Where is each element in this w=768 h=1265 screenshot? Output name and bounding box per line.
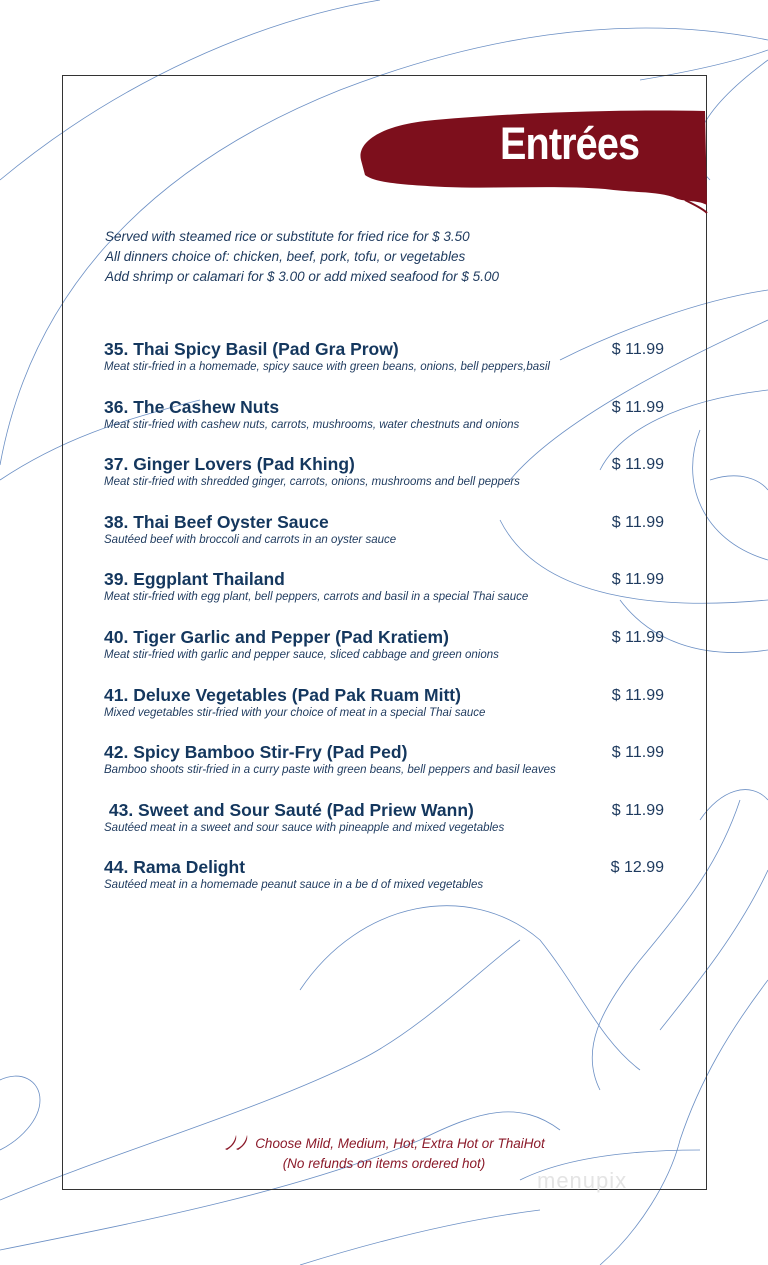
item-name: 42. Spicy Bamboo Stir-Fry (Pad Ped) [104, 742, 408, 763]
item-name: 36. The Cashew Nuts [104, 396, 280, 417]
menu-item [104, 511, 674, 569]
menu-item [104, 338, 674, 396]
item-description: Meat stir-fried in a homemade, spicy sauce with green beans, onions, bell peppers,basil [104, 361, 550, 373]
item-price: $ 11.99 [611, 456, 664, 474]
item-description: Mixed vegetables stir-fried with your choice of meat in a special Thai sauce [104, 706, 486, 719]
menu-item [104, 684, 674, 742]
refund-note: (No refunds on items ordered hot) [282, 1156, 486, 1171]
chili-pepper-icon [223, 1133, 251, 1151]
intro-line-addons: Add shrimp or calamari for $ 3.00 or add mixed seafood for $ 5.00 [105, 269, 499, 284]
item-price: $ 11.99 [611, 744, 664, 762]
item-name: 38. Thai Beef Oyster Sauce [104, 511, 329, 532]
item-description: Sautéed meat in a homemade peanut sauce in a be d of mixed vegetables [104, 879, 484, 892]
item-name: 39. Eggplant Thailand [104, 569, 285, 590]
item-name: 37. Ginger Lovers (Pad Khing) [104, 454, 355, 475]
spice-level-note: Choose Mild, Medium, Hot, Extra Hot or ThaiHot [255, 1136, 545, 1151]
menu-item [104, 799, 674, 857]
item-description: Meat stir-fried with cashew nuts, carrots, mushrooms, water chestnuts and onions [104, 418, 520, 431]
intro-line-rice: Served with steamed rice or substitute for fried rice for $ 3.50 [105, 229, 470, 244]
item-price: $ 11.99 [611, 398, 664, 416]
item-price: $ 12.99 [610, 859, 664, 877]
intro-line-protein: All dinners choice of: chicken, beef, pork, tofu, or vegetables [105, 249, 466, 264]
menu-item [104, 568, 674, 626]
menu-item [104, 741, 674, 799]
item-description: Sautéed beef with broccoli and carrots in an oyster sauce [104, 533, 397, 546]
item-price: $ 11.99 [611, 628, 664, 646]
menu-item [104, 453, 674, 511]
spice-note-line [0, 1133, 768, 1154]
intro-notes [105, 227, 585, 287]
menu-item [104, 396, 674, 454]
item-name: 35. Thai Spicy Basil (Pad Gra Prow) [104, 339, 399, 359]
menu-items-list [104, 338, 674, 914]
item-price: $ 11.99 [611, 801, 664, 819]
page-title: Entrées [500, 118, 640, 169]
item-description: Bamboo shoots stir-fried in a curry paste with green beans, bell peppers and basil leaves [104, 764, 556, 777]
watermark: menupix [537, 1168, 628, 1193]
item-description: Meat stir-fried with egg plant, bell peppers, carrots and basil in a special Thai sauce [104, 591, 529, 604]
menu-item [104, 626, 674, 684]
spice-footer [0, 1133, 768, 1174]
item-description: Meat stir-fried with shredded ginger, carrots, onions, mushrooms and bell peppers [104, 476, 520, 489]
item-name: 43. Sweet and Sour Sauté (Pad Priew Wann) [104, 799, 474, 820]
item-name: 41. Deluxe Vegetables (Pad Pak Ruam Mitt) [104, 684, 461, 705]
item-price: $ 11.99 [611, 513, 664, 531]
item-name: 44. Rama Delight [104, 857, 246, 878]
item-price: $ 11.99 [611, 571, 664, 589]
item-price: $ 11.99 [611, 686, 664, 704]
item-name: 40. Tiger Garlic and Pepper (Pad Kratiem) [104, 626, 449, 647]
item-description: Sautéed meat in a sweet and sour sauce with pineapple and mixed vegetables [104, 821, 505, 834]
item-description: Meat stir-fried with garlic and pepper sauce, sliced cabbage and green onions [104, 648, 499, 661]
menu-item [104, 856, 674, 914]
item-price: $ 11.99 [611, 341, 664, 358]
